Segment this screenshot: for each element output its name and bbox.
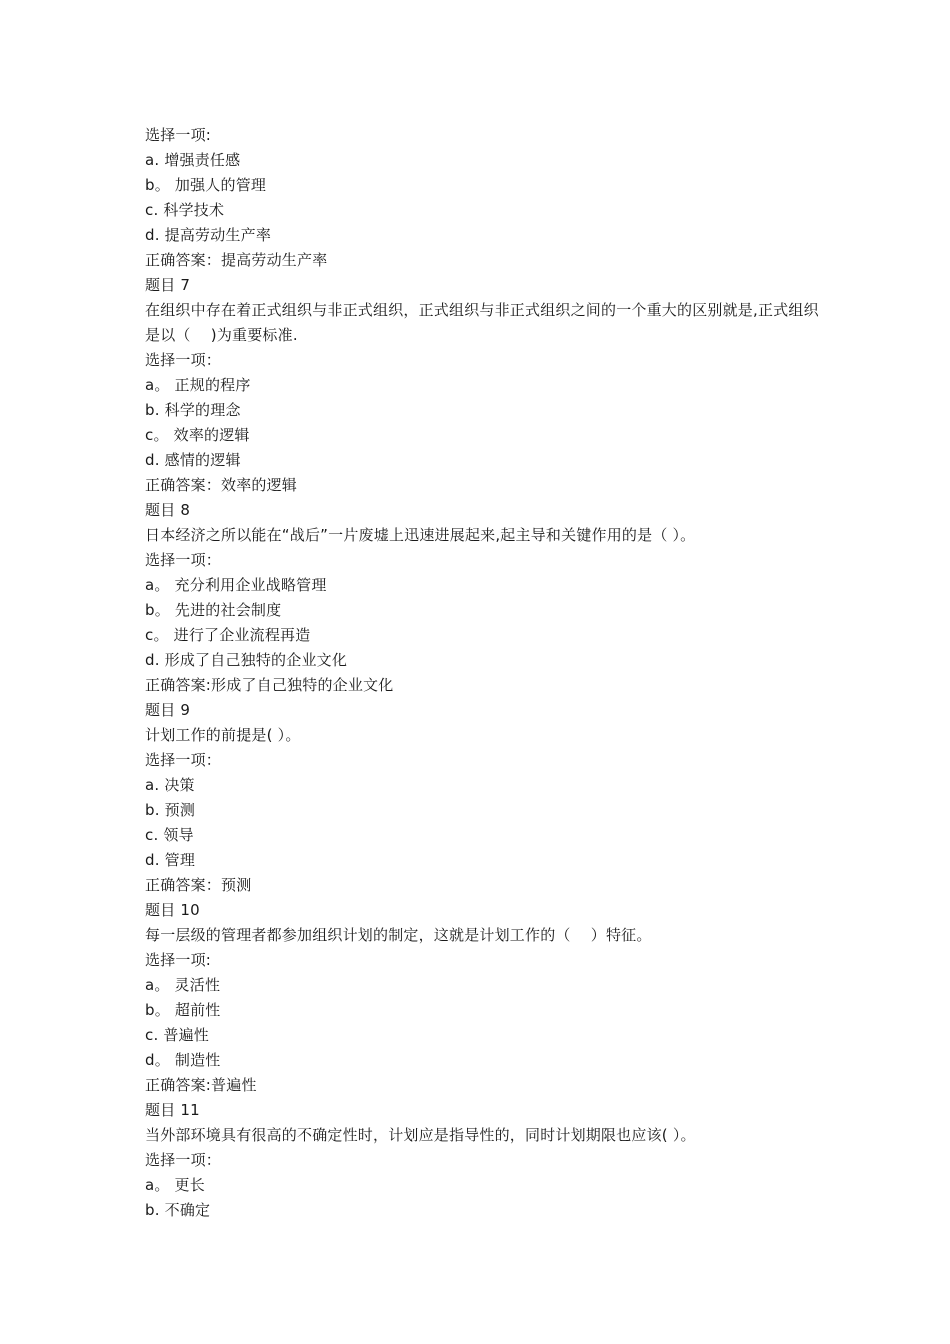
option-b: b。 先进的社会制度 <box>145 601 282 619</box>
option-d: d. 感情的逻辑 <box>145 451 241 469</box>
question-heading: 题目 11 <box>145 1101 200 1119</box>
question-text: 计划工作的前提是( ）。 <box>145 726 301 744</box>
option-c: c. 领导 <box>145 826 194 844</box>
correct-answer: 正确答案：预测 <box>145 876 252 894</box>
option-c: c. 普遍性 <box>145 1026 209 1044</box>
option-a: a. 决策 <box>145 776 195 794</box>
option-prompt: 选择一项： <box>145 751 222 769</box>
option-prompt: 选择一项： <box>145 551 222 569</box>
question-text: 在组织中存在着正式组织与非正式组织，正式组织与非正式组织之间的一个重大的区别就是,正式组织是以（ )为重要标准. <box>145 301 819 344</box>
question-text: 日本经济之所以能在“战后”一片废墟上迅速进展起来,起主导和关键作用的是（ ）。 <box>145 526 696 544</box>
question-heading: 题目 7 <box>145 276 191 294</box>
question-heading: 题目 9 <box>145 701 191 719</box>
option-c: c。 进行了企业流程再造 <box>145 626 311 644</box>
option-prompt: 选择一项: <box>145 126 212 144</box>
option-a: a. 增强责任感 <box>145 151 241 169</box>
option-a: a。 充分利用企业战略管理 <box>145 576 327 594</box>
option-c: c。 效率的逻辑 <box>145 426 250 444</box>
option-d: d. 形成了自己独特的企业文化 <box>145 651 348 669</box>
correct-answer: 正确答案：提高劳动生产率 <box>145 251 328 269</box>
option-prompt: 选择一项: <box>145 951 212 969</box>
option-a: a。 灵活性 <box>145 976 221 994</box>
option-d: d. 管理 <box>145 851 196 869</box>
option-prompt: 选择一项： <box>145 351 222 369</box>
question-text: 每一层级的管理者都参加组织计划的制定，这就是计划工作的（ ）特征。 <box>145 926 652 944</box>
option-prompt: 选择一项： <box>145 1151 222 1169</box>
correct-answer: 正确答案:形成了自己独特的企业文化 <box>145 676 394 694</box>
option-a: a。 更长 <box>145 1176 205 1194</box>
option-b: b。 超前性 <box>145 1001 221 1019</box>
option-c: c. 科学技术 <box>145 201 225 219</box>
question-heading: 题目 8 <box>145 501 191 519</box>
option-b: b. 科学的理念 <box>145 401 241 419</box>
option-b: b。 加强人的管理 <box>145 176 267 194</box>
option-d: d. 提高劳动生产率 <box>145 226 272 244</box>
option-b: b. 预测 <box>145 801 196 819</box>
question-heading: 题目 10 <box>145 901 200 919</box>
correct-answer: 正确答案：效率的逻辑 <box>145 476 298 494</box>
option-b: b. 不确定 <box>145 1201 211 1219</box>
option-d: d。 制造性 <box>145 1051 221 1069</box>
correct-answer: 正确答案:普遍性 <box>145 1076 257 1094</box>
option-a: a。 正规的程序 <box>145 376 251 394</box>
question-text: 当外部环境具有很高的不确定性时，计划应是指导性的，同时计划期限也应该( ）。 <box>145 1126 696 1144</box>
document-body <box>145 123 825 1223</box>
